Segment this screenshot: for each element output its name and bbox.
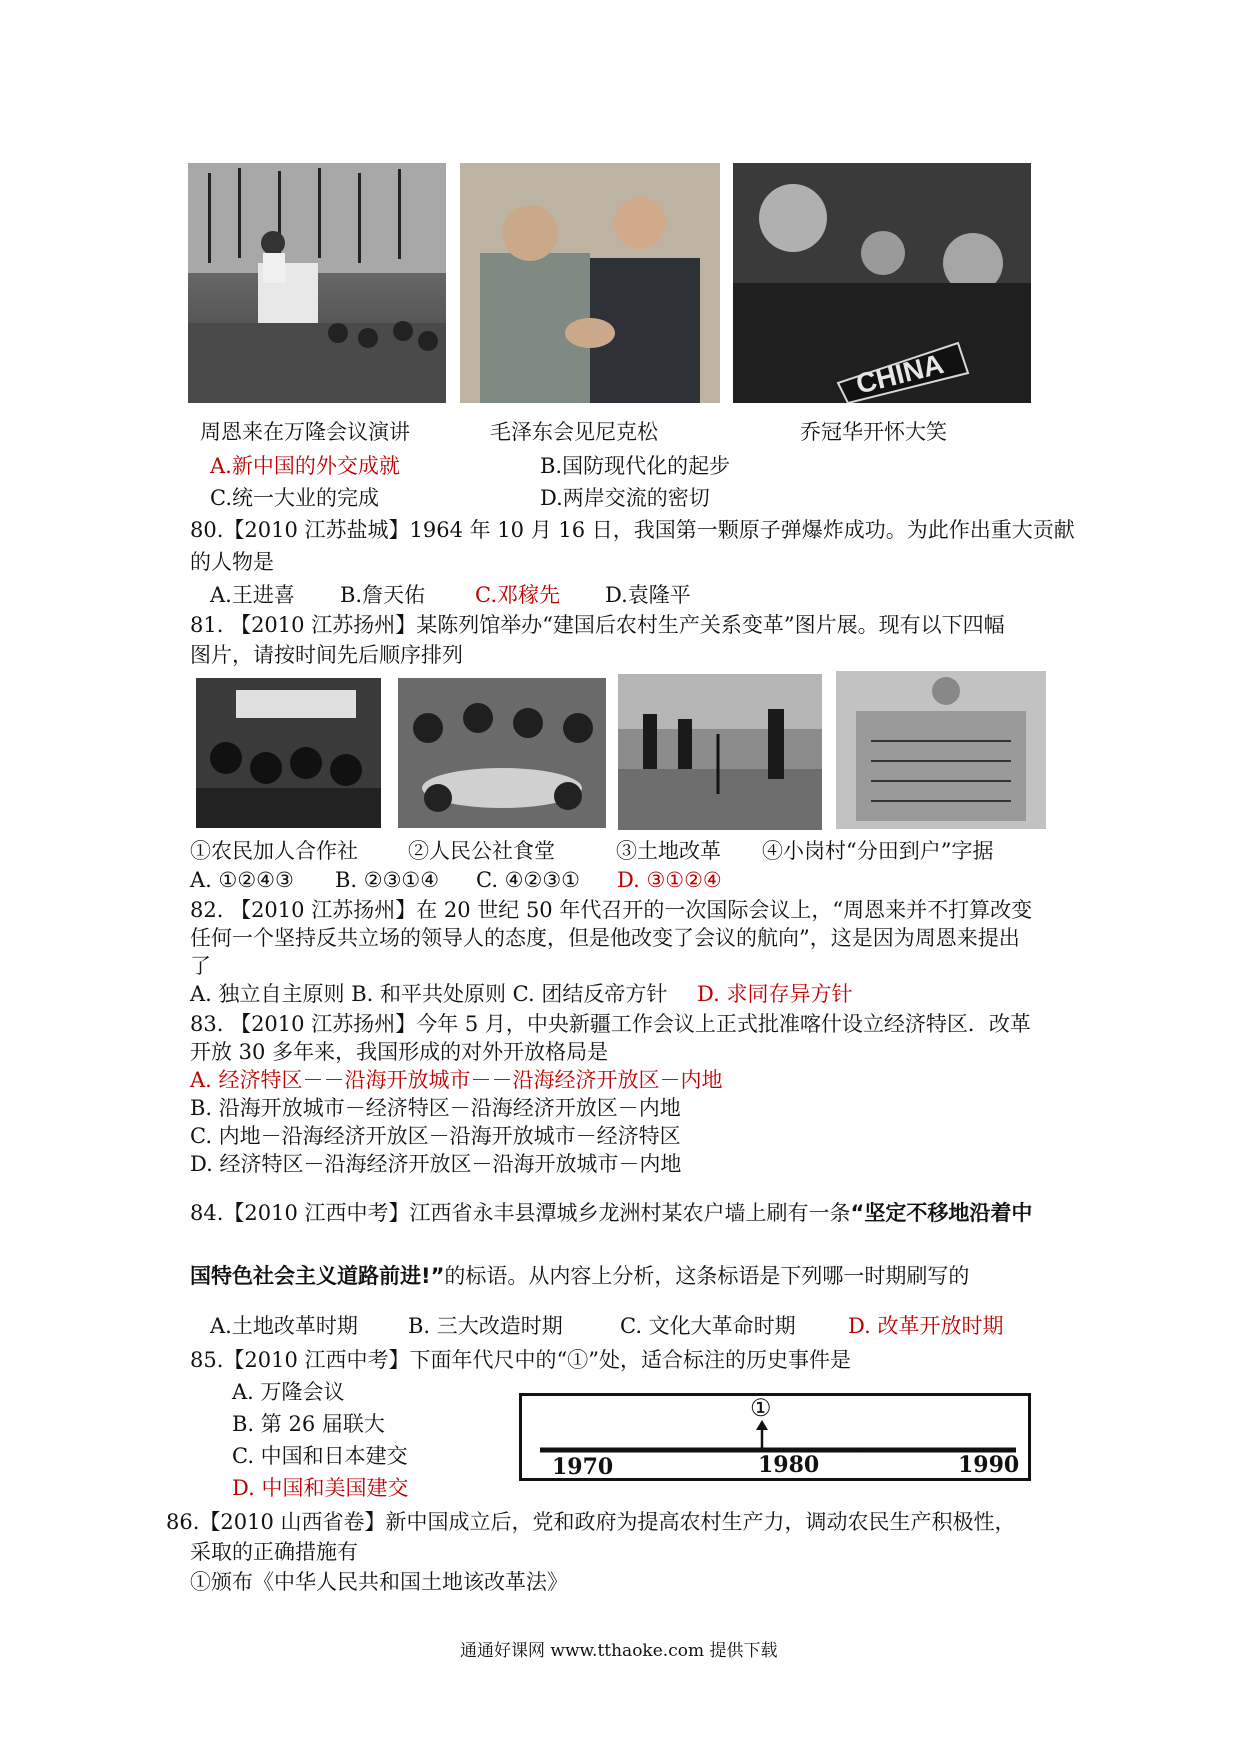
- q84-stem-line2b: 的标语。从内容上分析，这条标语是下列哪一时期刷写的: [444, 1264, 970, 1288]
- q80-option-c: C.邓稼先: [475, 583, 560, 607]
- photo-xiaogang-contract: [836, 671, 1046, 829]
- photo-land-reform-illustration: [618, 674, 822, 830]
- q84-option-a: A.土地改革时期: [210, 1314, 358, 1338]
- q83-option-c: C. 内地－沿海经济开放区－沿海开放城市－经济特区: [190, 1124, 681, 1148]
- q86-stem-line2: 采取的正确措施有: [190, 1540, 358, 1564]
- photo-zhou-illustration: [188, 163, 446, 403]
- caption-qiao: 乔冠华开怀大笑: [800, 420, 947, 444]
- q84-option-d: D. 改革开放时期: [848, 1314, 1004, 1338]
- caption-zhou: 周恩来在万隆会议演讲: [200, 420, 410, 444]
- q81-option-a: A. ①②④③: [190, 868, 294, 892]
- q80-option-b: B.詹天佑: [340, 583, 426, 607]
- q81-option-b: B. ②③①④: [335, 868, 440, 892]
- photo-cooperative-illustration: [196, 678, 381, 828]
- q83-option-a: A. 经济特区－－沿海开放城市－－沿海经济开放区－内地: [190, 1068, 723, 1092]
- q82-options-abc: A. 独立自主原则 B. 和平共处原则 C. 团结反帝方针: [190, 982, 668, 1006]
- ruler-tick-1990: 1990: [958, 1452, 1020, 1478]
- q86-stem-line1: 86.【2010 山西省卷】新中国成立后，党和政府为提高农村生产力，调动农民生产积极性，: [166, 1510, 1016, 1534]
- q79-option-a: A.新中国的外交成就: [210, 454, 400, 478]
- q85-option-d: D. 中国和美国建交: [232, 1476, 409, 1500]
- q81-caption-4: ④小岗村“分田到户”字据: [762, 839, 994, 863]
- photo-zhou-enlai-bandung: [188, 163, 446, 403]
- q79-option-d: D.两岸交流的密切: [540, 486, 710, 510]
- q83-option-d: D. 经济特区－沿海经济开放区－沿海开放城市－内地: [190, 1152, 682, 1176]
- china-sign-text: CHINA: [852, 348, 947, 400]
- photo-canteen-illustration: [398, 678, 606, 828]
- photo-land-reform: [618, 674, 822, 830]
- q81-option-d: D. ③①②④: [617, 868, 722, 892]
- q81-caption-1: ①农民加人合作社: [190, 839, 358, 863]
- q81-option-c: C. ④②③①: [476, 868, 580, 892]
- photo-cooperative: [196, 678, 381, 828]
- photo-contract-illustration: [836, 671, 1046, 829]
- q84-option-b: B. 三大改造时期: [408, 1314, 563, 1338]
- q85-option-b: B. 第 26 届联大: [232, 1412, 385, 1436]
- q81-caption-2: ②人民公社食堂: [408, 839, 555, 863]
- page-footer: 通通好课网 www.tthaoke.com 提供下载: [460, 1641, 778, 1661]
- year-ruler: [519, 1393, 1031, 1481]
- q80-option-a: A.王进喜: [210, 583, 295, 607]
- q84-stem-line1: [190, 1199, 1032, 1227]
- photo-qiao-illustration: [733, 163, 1031, 403]
- photo-mao-nixon-illustration: [460, 163, 720, 403]
- ruler-tick-1980: 1980: [758, 1452, 820, 1478]
- q79-option-b: B.国防现代化的起步: [540, 454, 731, 478]
- q82-stem-line1: 82. 【2010 江苏扬州】在 20 世纪 50 年代召开的一次国际会议上，“周恩来并不打算改变: [190, 898, 1033, 922]
- q85-option-a: A. 万隆会议: [232, 1380, 345, 1404]
- q83-stem-line2: 开放 30 多年来，我国形成的对外开放格局是: [190, 1040, 609, 1064]
- q84-stem-line1a: 84.【2010 江西中考】江西省永丰县潭城乡龙洲村某农户墙上刷有一条: [190, 1201, 851, 1225]
- q83-option-b: B. 沿海开放城市－经济特区－沿海经济开放区－内地: [190, 1096, 681, 1120]
- q82-stem-line3: 了: [190, 954, 211, 978]
- q83-stem-line1: 83. 【2010 江苏扬州】今年 5 月，中央新疆工作会议上正式批准喀什设立经济特区．改革: [190, 1012, 1031, 1036]
- photo-qiao-guanhua-laughing: [733, 163, 1031, 403]
- photo-mao-nixon: [460, 163, 720, 403]
- q82-stem-line2: 任何一个坚持反共立场的领导人的态度，但是他改变了会议的航向”，这是因为周恩来提出: [190, 926, 1020, 950]
- q80-stem-line1: 80.【2010 江苏盐城】1964 年 10 月 16 日，我国第一颗原子弹爆炸成功。为此作出重大贡献: [190, 518, 1075, 542]
- q80-option-d: D.袁隆平: [605, 583, 691, 607]
- q81-stem-line2: 图片，请按时间先后顺序排列: [190, 643, 463, 667]
- q81-caption-3: ③土地改革: [616, 839, 721, 863]
- q85-stem: 85.【2010 江西中考】下面年代尺中的“①”处，适合标注的历史事件是: [190, 1348, 851, 1372]
- caption-mao-nixon: 毛泽东会见尼克松: [490, 420, 658, 444]
- ruler-marker: ①: [750, 1394, 772, 1422]
- q84-stem-line2: [190, 1262, 969, 1290]
- q84-stem-line1b: “坚定不移地沿着中: [850, 1201, 1033, 1225]
- ruler-tick-1970: 1970: [552, 1454, 614, 1480]
- photo-commune-canteen: [398, 678, 606, 828]
- q85-option-c: C. 中国和日本建交: [232, 1444, 408, 1468]
- q79-option-c: C.统一大业的完成: [210, 486, 379, 510]
- q86-item-1: ①颁布《中华人民共和国土地该改革法》: [190, 1570, 568, 1594]
- q80-stem-line2: 的人物是: [190, 550, 274, 574]
- q84-option-c: C. 文化大革命时期: [620, 1314, 796, 1338]
- q82-option-d: D. 求同存异方针: [697, 982, 853, 1006]
- q84-stem-line2a: 国特色社会主义道路前进!”: [190, 1264, 445, 1288]
- q81-stem-line1: 81. 【2010 江苏扬州】某陈列馆举办“建国后农村生产关系变革”图片展。现有以下四幅: [190, 613, 1005, 637]
